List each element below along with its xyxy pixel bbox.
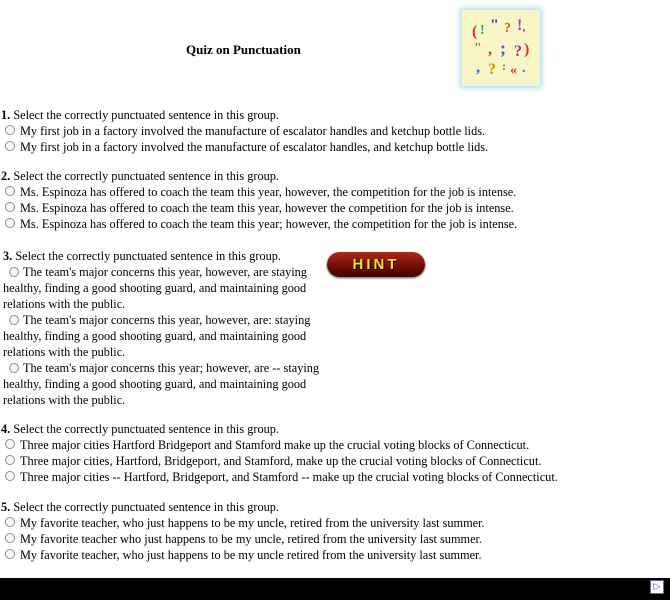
svg-text:": "	[474, 41, 482, 56]
option-label[interactable]: Three major cities, Hartford, Bridgeport, and Stamford, make up the crucial voting blocks of Connecticut.	[20, 454, 542, 468]
svg-text:?: ?	[488, 61, 496, 78]
option-label[interactable]: Ms. Espinoza has offered to coach the team this year, however the competition for the job is intense.	[20, 201, 514, 215]
answer-option[interactable]	[1, 531, 485, 547]
option-label[interactable]: The team's major concerns this year, however, are: staying healthy, finding a good shooting guard, and maintaining good relations with the public.	[3, 313, 311, 359]
svg-text:(: (	[472, 23, 478, 40]
question-number: 3.	[3, 249, 13, 263]
page-title: Quiz on Punctuation	[186, 42, 301, 57]
answer-option[interactable]	[1, 453, 558, 469]
question-number: 2.	[1, 169, 11, 183]
radio-button[interactable]	[9, 315, 19, 325]
answer-option[interactable]	[1, 184, 517, 200]
answer-option[interactable]	[3, 264, 325, 312]
option-label[interactable]: My first job in a factory involved the manufacture of escalator handles and ketchup bottle lids.	[20, 124, 486, 138]
question-4	[1, 421, 558, 485]
ad-choices-icon[interactable]: ▷	[650, 580, 664, 594]
option-label[interactable]: Three major cities Hartford Bridgeport and Stamford make up the crucial voting blocks of Connecticut.	[20, 438, 530, 452]
svg-text:.: .	[522, 61, 526, 76]
option-label[interactable]: Ms. Espinoza has offered to coach the team this year; however, the competition for the job is intense.	[20, 217, 518, 231]
radio-button[interactable]	[5, 218, 15, 228]
answer-option[interactable]	[1, 123, 488, 139]
punctuation-logo-icon	[462, 10, 540, 86]
radio-button[interactable]	[5, 533, 15, 543]
radio-button[interactable]	[5, 439, 15, 449]
svg-text:): )	[524, 41, 530, 58]
question-1	[1, 107, 488, 155]
option-label[interactable]: My favorite teacher, who just happens to be my uncle retired from the university last summer.	[20, 548, 482, 562]
question-number: 4.	[1, 422, 11, 436]
svg-text:!: !	[517, 17, 523, 34]
svg-text:,: ,	[476, 59, 480, 76]
radio-button[interactable]	[9, 267, 19, 277]
radio-button[interactable]	[5, 549, 15, 559]
svg-text:": "	[490, 17, 499, 34]
ad-banner-bar	[0, 578, 670, 600]
question-prompt: Select the correctly punctuated sentence in this group.	[13, 108, 279, 122]
option-label[interactable]: Ms. Espinoza has offered to coach the team this year, however, the competition for the job is intense.	[20, 185, 517, 199]
answer-option[interactable]	[3, 360, 325, 408]
question-2	[1, 168, 517, 232]
answer-option[interactable]	[1, 200, 517, 216]
svg-text:;: ;	[500, 38, 506, 58]
question-5	[1, 499, 485, 563]
radio-button[interactable]	[5, 125, 15, 135]
svg-text:!: !	[480, 23, 485, 38]
option-label[interactable]: My favorite teacher, who just happens to be my uncle, retired from the university last summer.	[20, 516, 485, 530]
question-prompt: Select the correctly punctuated sentence in this group.	[13, 169, 279, 183]
answer-option[interactable]	[1, 547, 485, 563]
answer-option[interactable]	[1, 437, 558, 453]
option-label[interactable]: Three major cities -- Hartford, Bridgeport, and Stamford -- make up the crucial voting blocks of Connecticut.	[20, 470, 558, 484]
svg-text:,: ,	[488, 41, 492, 58]
answer-option[interactable]	[1, 139, 488, 155]
option-label[interactable]: My favorite teacher who just happens to be my uncle, retired from the university last summer.	[20, 532, 483, 546]
answer-option[interactable]	[1, 515, 485, 531]
question-3	[3, 248, 325, 408]
svg-text:?: ?	[514, 43, 522, 60]
option-label[interactable]: The team's major concerns this year; however, are -- staying healthy, finding a good shooting guard, and maintaining good relations with the public.	[3, 361, 320, 407]
hint-button[interactable]: HINT	[327, 252, 425, 277]
svg-text:': '	[522, 27, 526, 42]
svg-text:«: «	[510, 63, 517, 78]
radio-button[interactable]	[9, 363, 19, 373]
question-number: 1.	[1, 108, 11, 122]
question-prompt: Select the correctly punctuated sentence in this group.	[15, 249, 281, 263]
radio-button[interactable]	[5, 455, 15, 465]
answer-option[interactable]	[1, 216, 517, 232]
question-prompt: Select the correctly punctuated sentence in this group.	[13, 422, 279, 436]
answer-option[interactable]	[3, 312, 325, 360]
radio-button[interactable]	[5, 202, 15, 212]
question-number: 5.	[1, 500, 11, 514]
svg-text::: :	[502, 59, 506, 73]
radio-button[interactable]	[5, 517, 15, 527]
option-label[interactable]: The team's major concerns this year, however, are staying healthy, finding a good shooting guard, and maintaining good relations with the public.	[3, 265, 307, 311]
radio-button[interactable]	[5, 186, 15, 196]
answer-option[interactable]	[1, 469, 558, 485]
svg-text:?: ?	[504, 21, 511, 36]
question-prompt: Select the correctly punctuated sentence in this group.	[13, 500, 279, 514]
option-label[interactable]: My first job in a factory involved the manufacture of escalator handles, and ketchup bottle lids.	[20, 140, 489, 154]
radio-button[interactable]	[5, 141, 15, 151]
radio-button[interactable]	[5, 471, 15, 481]
